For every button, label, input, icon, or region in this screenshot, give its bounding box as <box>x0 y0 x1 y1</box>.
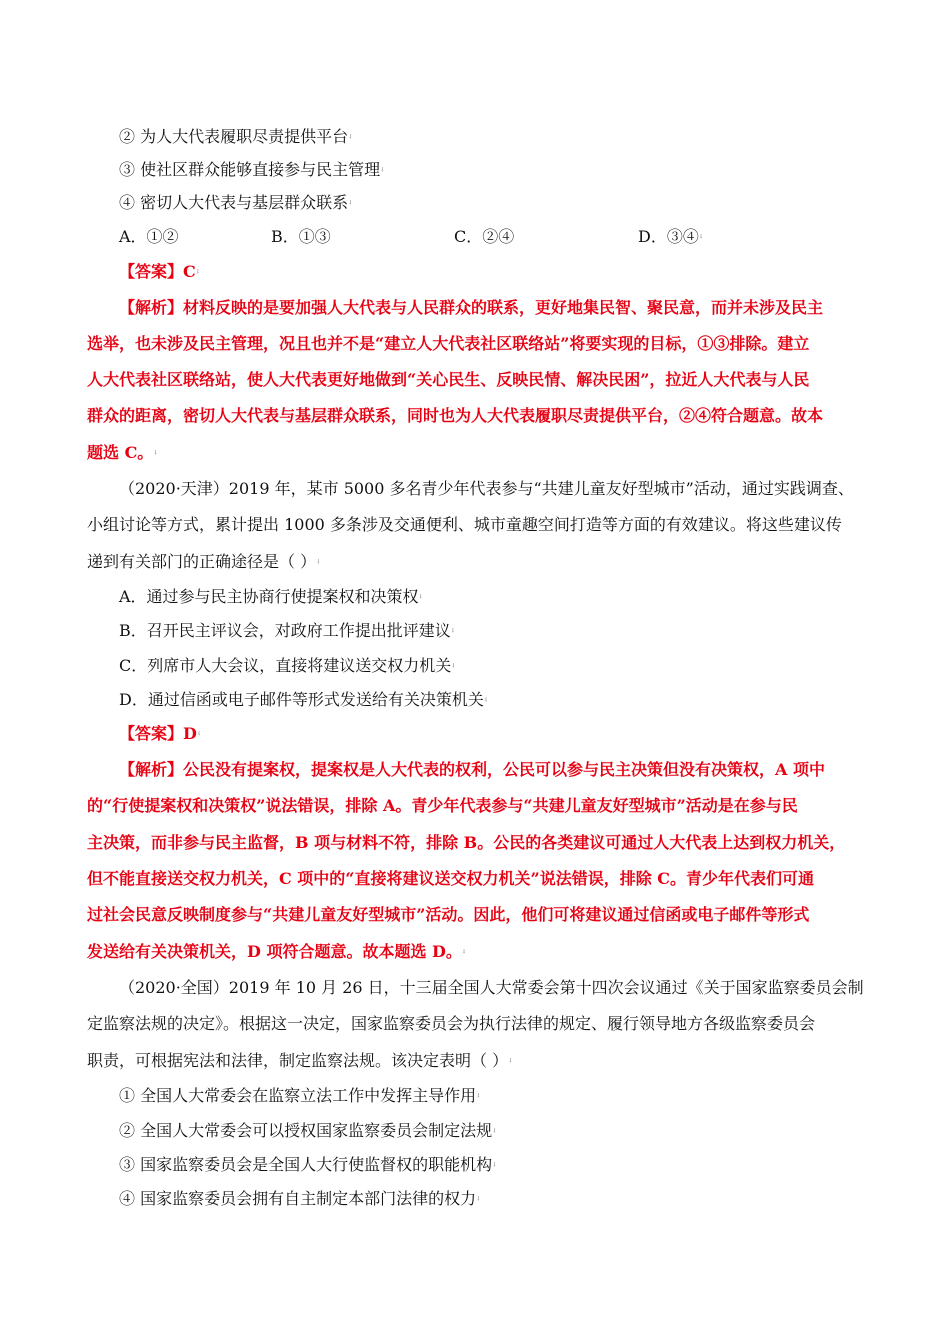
q1-analysis-line-3: 人大代表社区联络站，使人大代表更好地做到“关心民生、反映民情、解决民困”，拉近人大代表与人民 <box>87 370 810 389</box>
q1-analysis-line-4: 群众的距离，密切人大代表与基层群众联系，同时也为人大代表履职尽责提供平台，②④符合题意。故本 <box>87 406 824 425</box>
q2-choice-a: A．通过参与民主协商行使提案权和决策权ꜜ <box>119 587 423 606</box>
q1-analysis-line-5: 题选 C。ꜜ <box>87 443 158 462</box>
q3-stem-line-3: 职责，可根据宪法和法律，制定监察法规。该决定表明（ ）ꜜ <box>87 1051 513 1070</box>
q1-option-d: D．③④ꜜ <box>638 227 703 246</box>
q2-choice-b: B．召开民主评议会，对政府工作提出批评建议ꜜ <box>119 621 455 640</box>
q2-analysis-line-6: 发送给有关决策机关，D 项符合题意。故本题选 D。ꜜ <box>87 942 466 961</box>
q2-analysis-line-3: 主决策，而非参与民主监督，B 项与材料不符，排除 B。公民的各类建议可通过人大代表上达到权力机关， <box>87 833 846 852</box>
q2-analysis-line-5: 过社会民意反映制度参与“共建儿童友好型城市”活动。因此，他们可将建议通过信函或电子邮件等形式 <box>87 905 810 924</box>
q2-analysis-line-4: 但不能直接送交权力机关，C 项中的“直接将建议送交权力机关”说法错误，排除 C。青少年代表们可通 <box>87 869 815 888</box>
q2-stem-line-3: 递到有关部门的正确途径是（ ）ꜜ <box>87 552 321 571</box>
q1-option-a: A．①② <box>119 227 179 246</box>
q2-stem-line-1: （2020·天津）2019 年，某市 5000 多名青少年代表参与“共建儿童友好型城市”活动，通过实践调查、 <box>119 479 854 498</box>
q2-choice-c: C．列席市人大会议，直接将建议送交权力机关ꜜ <box>119 656 456 675</box>
q2-answer: 【答案】Dꜜ <box>119 724 201 743</box>
q3-statement-3: ③ 国家监察委员会是全国人大行使监督权的职能机构ꜜ <box>119 1155 497 1174</box>
q3-stem-line-1: （2020·全国）2019 年 10 月 26 日，十三届全国人大常委会第十四次会议通过《关于国家监察委员会制 <box>119 978 864 997</box>
q1-statement-2: ② 为人大代表履职尽责提供平台ꜜ <box>119 127 353 146</box>
q1-statement-4: ④ 密切人大代表与基层群众联系ꜜ <box>119 193 353 212</box>
q1-analysis-line-2: 选举，也未涉及民主管理，况且也并不是“建立人大代表社区联络站”将要实现的目标，①③排除。建立 <box>87 334 810 353</box>
q1-answer: 【答案】Cꜜ <box>119 262 200 281</box>
q2-choice-d: D．通过信函或电子邮件等形式发送给有关决策机关ꜜ <box>119 690 488 709</box>
q3-stem-line-2: 定监察法规的决定》。根据这一决定，国家监察委员会为执行法律的规定、履行领导地方各级监察委员会 <box>87 1014 816 1033</box>
q1-statement-3: ③ 使社区群众能够直接参与民主管理ꜜ <box>119 160 385 179</box>
q1-analysis-line-1: 【解析】材料反映的是要加强人大代表与人民群众的联系，更好地集民智、聚民意，而并未涉及民主 <box>119 298 824 317</box>
q2-stem-line-2: 小组讨论等方式，累计提出 1000 多条涉及交通便利、城市童趣空间打造等方面的有效建议。将这些建议传 <box>87 515 842 534</box>
q3-statement-1: ① 全国人大常委会在监察立法工作中发挥主导作用ꜜ <box>119 1086 481 1105</box>
q3-statement-2: ② 全国人大常委会可以授权国家监察委员会制定法规ꜜ <box>119 1121 497 1140</box>
q1-option-b: B．①③ <box>271 227 331 246</box>
q2-analysis-line-1: 【解析】公民没有提案权，提案权是人大代表的权利，公民可以参与民主决策但没有决策权，A 项中 <box>119 760 825 779</box>
q1-option-c: C．②④ <box>454 227 515 246</box>
q2-analysis-line-2: 的“行使提案权和决策权”说法错误，排除 A。青少年代表参与“共建儿童友好型城市”活动是在参与民 <box>87 796 798 815</box>
q3-statement-4: ④ 国家监察委员会拥有自主制定本部门法律的权力ꜜ <box>119 1189 481 1208</box>
